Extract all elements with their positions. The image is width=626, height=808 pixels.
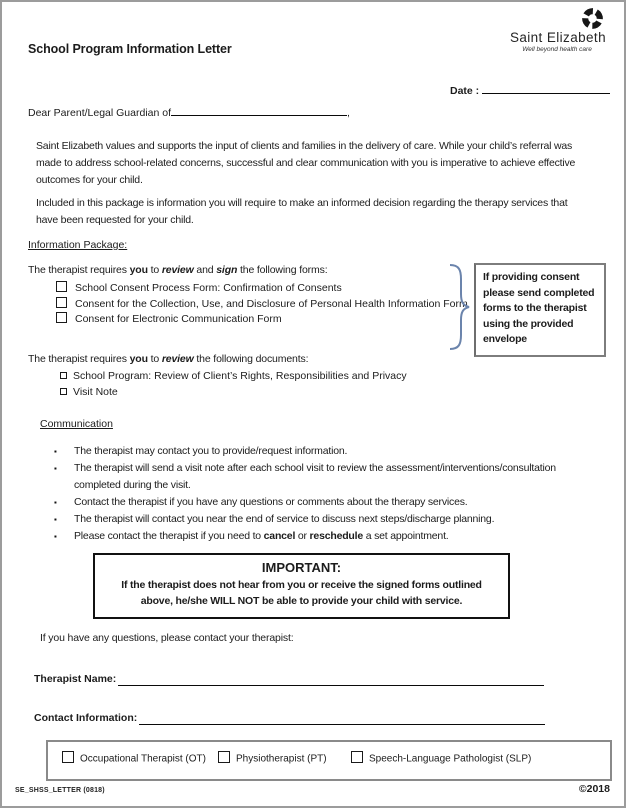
communication-bullets	[54, 443, 586, 545]
document-code: SE_SHSS_LETTER (0818)	[15, 787, 105, 794]
contact-info-label: Contact Information:	[34, 712, 138, 724]
checkbox-speech-language-pathologist[interactable]	[351, 751, 363, 763]
logo-name: Saint Elizabeth	[509, 30, 606, 45]
document-item: School Program: Review of Client’s Rights, Responsibilities and Privacy	[60, 369, 407, 385]
checkbox-school-consent-form[interactable]	[56, 281, 67, 292]
guardian-name-line[interactable]	[171, 104, 347, 116]
form-item: Consent for Electronic Communication Form	[56, 312, 468, 328]
intro-paragraph-2: Included in this package is information you will require to make an informed decision regarding the therapy services that have been requested for your child.	[36, 197, 568, 226]
therapist-type-option: Occupational Therapist (OT)	[62, 751, 206, 765]
date-input-line[interactable]	[482, 82, 610, 94]
bullet-item: ▪ The therapist will contact you near the end of service to discuss next steps/discharge planning.	[54, 511, 586, 528]
important-notice-box	[93, 553, 510, 619]
bullet-icon: ▪	[54, 515, 57, 524]
communication-heading: Communication	[40, 418, 113, 430]
checkbox-occupational-therapist[interactable]	[62, 751, 74, 763]
information-package-heading: Information Package:	[28, 239, 128, 251]
checkbox-phi-consent-form[interactable]	[56, 297, 67, 308]
checkbox-physiotherapist[interactable]	[218, 751, 230, 763]
checkbox-electronic-communication-form[interactable]	[56, 312, 67, 323]
page-title: School Program Information Letter	[28, 42, 232, 56]
consent-note-box: If providing consent please send completed forms to the therapist using the provided envelope	[474, 263, 606, 357]
therapist-name-line[interactable]	[118, 672, 544, 686]
bullet-item: ▪ The therapist may contact you to provide/request information.	[54, 443, 586, 460]
important-heading: IMPORTANT:	[261, 560, 342, 575]
logo-tagline: Well beyond health care	[522, 46, 592, 53]
saint-elizabeth-logo	[496, 7, 606, 53]
bullet-item: ▪ Contact the therapist if you have any questions or comments about the therapy services.	[54, 494, 586, 511]
form-item: Consent for the Collection, Use, and Disclosure of Personal Health Information Form	[56, 297, 468, 313]
document-item: Visit Note	[60, 385, 407, 401]
salutation-text: Dear Parent/Legal Guardian of	[28, 107, 172, 119]
swirl-logo-icon	[581, 7, 604, 30]
forms-checklist	[56, 281, 468, 328]
bullet-item: ▪ The therapist will send a visit note after each school visit to review the assessment/interventions/consultation completed during the visit.	[54, 460, 586, 494]
salutation	[28, 104, 350, 119]
therapist-type-option: Physiotherapist (PT)	[218, 751, 327, 765]
therapist-type-option: Speech-Language Pathologist (SLP)	[351, 751, 531, 765]
date-row	[450, 82, 610, 97]
forms-intro: The therapist requires you to review and sign the following forms:	[28, 264, 328, 276]
documents-intro: The therapist requires you to review the following documents:	[28, 353, 309, 365]
bullet-icon: ▪	[54, 498, 57, 507]
bullet-icon: ▪	[54, 532, 57, 541]
salutation-suffix: ,	[347, 107, 350, 119]
therapist-name-label: Therapist Name:	[34, 673, 117, 685]
bullet-item: ▪ Please contact the therapist if you need to cancel or reschedule a set appointment.	[54, 528, 586, 545]
checkbox-rights-privacy-doc[interactable]	[60, 372, 67, 379]
bullet-icon: ▪	[54, 464, 57, 473]
therapist-type-box	[46, 740, 612, 781]
bullet-icon: ▪	[54, 447, 57, 456]
questions-line: If you have any questions, please contact your therapist:	[40, 632, 294, 644]
contact-info-field	[34, 711, 545, 725]
contact-info-line[interactable]	[139, 711, 545, 725]
therapist-name-field	[34, 672, 544, 686]
important-body: If the therapist does not hear from you or receive the signed forms outlined above, he/she WILL NOT be able to provide your child with service.	[121, 579, 482, 607]
date-label: Date :	[450, 85, 480, 97]
copyright: ©2018	[578, 783, 610, 795]
brace-icon	[445, 263, 472, 354]
documents-checklist	[60, 369, 407, 400]
form-item: School Consent Process Form: Confirmation of Consents	[56, 281, 468, 297]
intro-paragraph-1: Saint Elizabeth values and supports the input of clients and families in the delivery of care. While your child’s referral was made to address school-related concerns, successful and clear communication with you is imperative to achieve effective outcomes for your child.	[36, 140, 576, 186]
checkbox-visit-note-doc[interactable]	[60, 388, 67, 395]
